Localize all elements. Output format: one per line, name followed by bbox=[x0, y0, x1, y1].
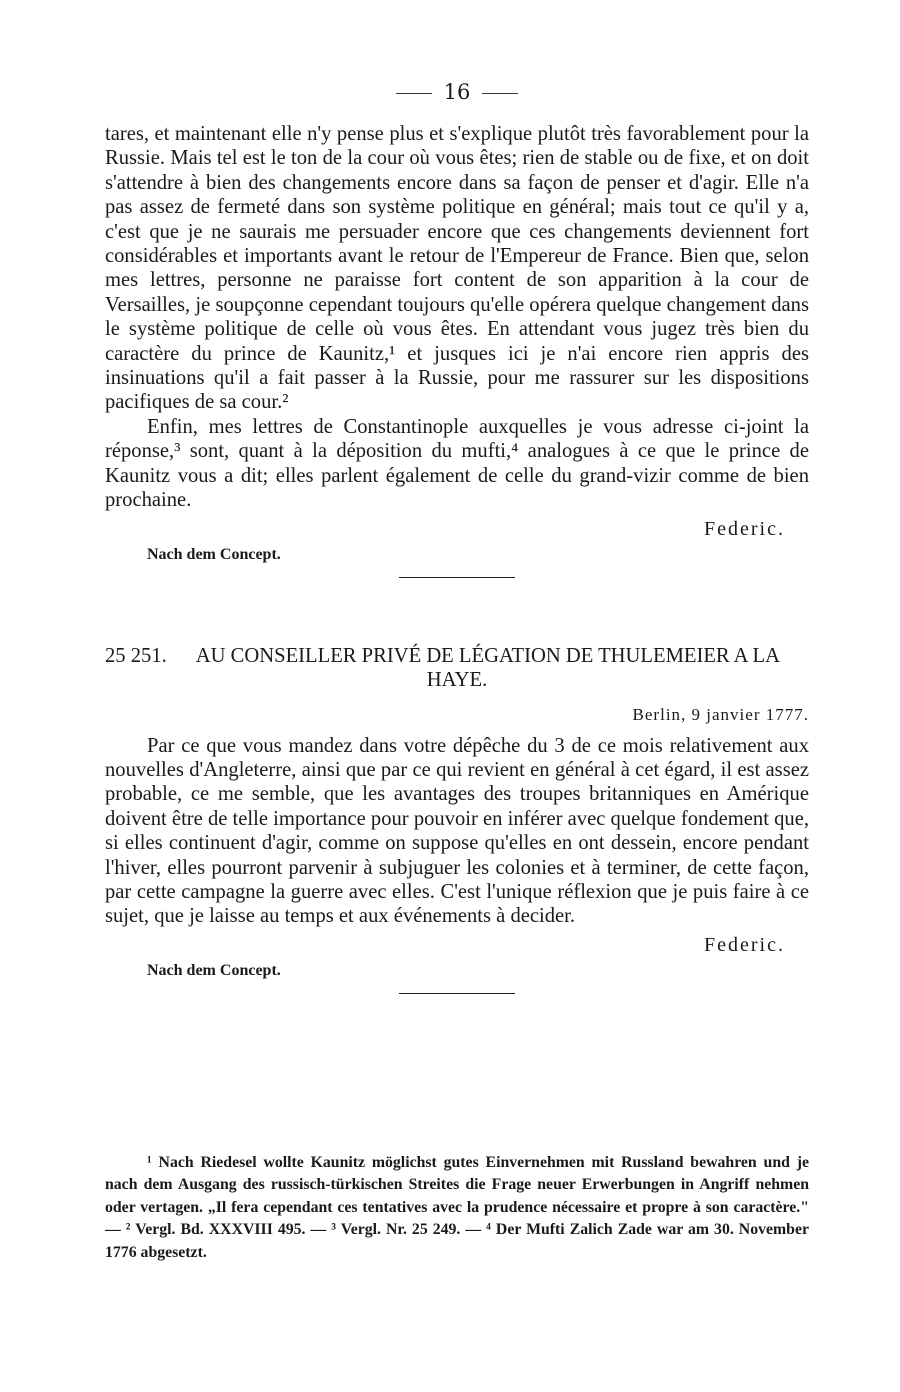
letter2-source: Nach dem Concept. bbox=[147, 961, 281, 979]
page-number-dash-right bbox=[482, 93, 518, 94]
page-number-dash-left bbox=[396, 93, 432, 94]
footnotes-text: ¹ Nach Riedesel wollte Kaunitz möglichst gutes Einvernehmen mit Russland bewahren und je nach dem Ausgang des russisch-türkischen Streites die Frage neuer Erwerbungen in Angriff nehmen oder vertagen. „Il fera cependant ces tentatives avec la prudence nécessaire et propre à son caractère." — ² Vergl. Bd. XXXVIII 495. — ³ Vergl. Nr. 25 249. — ⁴ Der Mufti Zalich Zade war am 30. November 1776 abgesetzt. bbox=[105, 1154, 809, 1261]
letter1-source: Nach dem Concept. bbox=[147, 545, 281, 563]
letter2-heading bbox=[105, 644, 809, 692]
page-body bbox=[105, 78, 809, 994]
letter2-dateline: Berlin, 9 janvier 1777. bbox=[632, 704, 809, 724]
page-number-text: 16 bbox=[443, 80, 471, 104]
letter1-signature: Federic. bbox=[704, 517, 785, 540]
letter2-title: AU CONSEILLER PRIVÉ DE LÉGATION DE THULEMEIER A LA HAYE. bbox=[195, 644, 780, 691]
footnotes bbox=[105, 1152, 809, 1264]
page-number bbox=[105, 78, 809, 106]
letter1-paragraph1: tares, et maintenant elle n'y pense plus et s'explique plutôt très favorablement pour la Russie. Mais tel est le ton de la cour où vous êtes; rien de stable ou de fixe, et on doit s'attendre à bien des changements encore dans sa façon de penser et d'agir. Elle n'a pas assez de fermeté dans son système politique en général; mais tout ce qu'il y a, c'est que je ne saurais me persuader encore que ces changements deviennent fort considérables et importants avant le retour de l'Empereur de France. Bien que, selon mes lettres, personne ne paraisse fort content de son apparition à la cour de Versailles, je soupçonne cependant toujours qu'elle opérera quelque changement dans le système politique de celle où vous êtes. En attendant vous jugez très bien du caractère du prince de Kaunitz,¹ et jusques ici je n'ai encore rien appris des insinuations qu'il a fait passer à la Russie, pour me rassurer sur les dispositions pacifiques de sa cour.² bbox=[105, 123, 809, 414]
letter2-number: 25 251. bbox=[105, 644, 167, 667]
letter1-paragraph2: Enfin, mes lettres de Constantinople auxquelles je vous adresse ci-joint la réponse,³ sont, quant à la déposition du mufti,⁴ analogues à ce que le prince de Kaunitz vous a dit; elles parlent également de celle du grand-vizir comme de bien prochaine. bbox=[105, 415, 809, 512]
letter2-paragraph1: Par ce que vous mandez dans votre dépêche du 3 de ce mois relativement aux nouvelles d'Angleterre, ainsi que par ce qui revient en général à cet égard, il est assez probable, ce me semble, que les avantages des troupes britanniques en Amérique doivent être de telle importance pour pouvoir en inférer avec quelque fondement que, si elles continuent d'agir, comme on suppose qu'elles en ont dessein, encore pendant l'hiver, elles pourront parvenir à subjuguer les colonies et à terminer, de cette façon, par cette campagne la guerre avec elles. C'est l'unique réflexion que je puis faire à ce sujet, que je laisse au temps et aux événements à decider. bbox=[105, 734, 809, 928]
separator-rule-bottom bbox=[399, 993, 515, 994]
letter2-signature: Federic. bbox=[704, 933, 785, 956]
separator-rule bbox=[399, 577, 515, 578]
